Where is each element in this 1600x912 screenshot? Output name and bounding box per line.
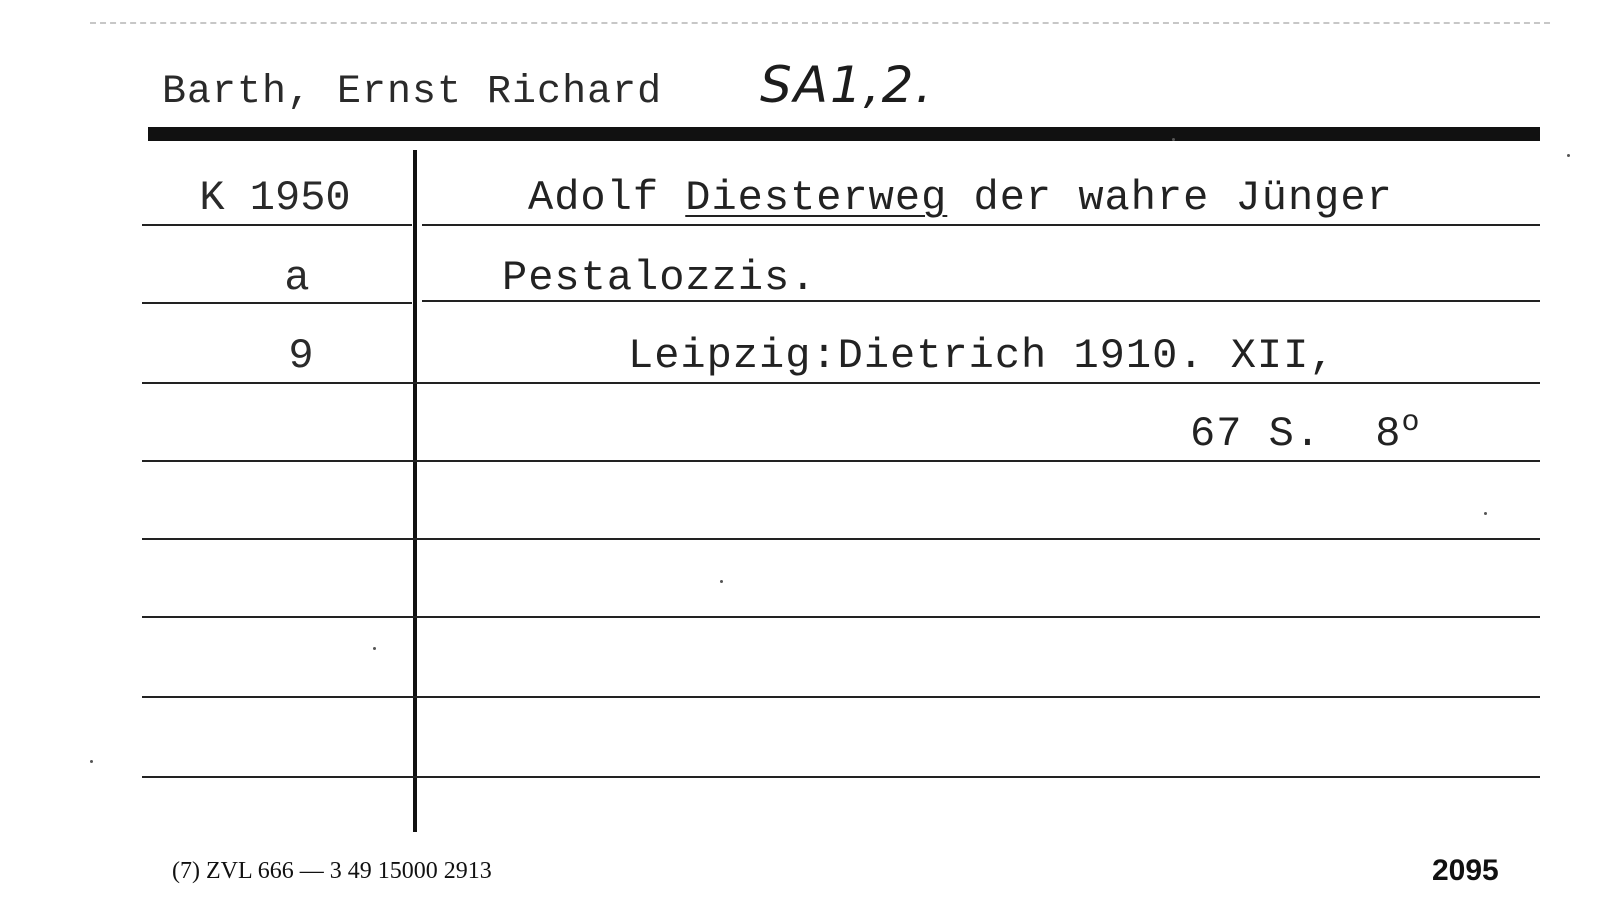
collation-format: 8$^o$ bbox=[1375, 406, 1421, 458]
header-rule bbox=[148, 127, 1540, 141]
scan-speck bbox=[720, 580, 723, 583]
ruled-line bbox=[142, 538, 1540, 540]
title-part-2: der wahre Jünger bbox=[973, 174, 1393, 222]
card-number: 2095 bbox=[1432, 854, 1499, 887]
ruled-line bbox=[142, 302, 412, 304]
ruled-line bbox=[142, 460, 1540, 462]
ruled-line bbox=[422, 224, 1540, 226]
print-code: (7) ZVL 666 — 3 49 15000 2913 bbox=[172, 858, 492, 884]
ruled-line bbox=[142, 224, 412, 226]
ruled-line bbox=[142, 696, 1540, 698]
column-divider bbox=[413, 150, 417, 832]
collation-line bbox=[1190, 406, 1420, 458]
collation-format-superscript: o bbox=[1401, 406, 1421, 440]
scan-speck bbox=[373, 647, 376, 650]
title-underlined-name: Diesterweg bbox=[685, 174, 948, 222]
top-dashed-edge bbox=[90, 22, 1550, 24]
scan-speck bbox=[1484, 512, 1487, 515]
ruled-line bbox=[142, 382, 1540, 384]
title-part-1: Adolf bbox=[528, 174, 660, 222]
scan-speck bbox=[1172, 138, 1175, 141]
handwritten-shelf-mark: SA1,2. bbox=[760, 56, 934, 114]
ruled-line bbox=[142, 776, 1540, 778]
call-number-line-1: K 1950 bbox=[199, 174, 351, 222]
title-line-1 bbox=[528, 174, 1393, 222]
ruled-line bbox=[142, 616, 1540, 618]
title-line-2: Pestalozzis. bbox=[502, 254, 817, 302]
scan-speck bbox=[1567, 154, 1570, 157]
call-number-line-2: a bbox=[284, 254, 310, 302]
scan-speck bbox=[90, 760, 93, 763]
author-name: Barth, Ernst Richard bbox=[162, 70, 663, 115]
collation-pages: 67 S. bbox=[1190, 410, 1322, 458]
call-number-line-3: 9 bbox=[288, 332, 314, 380]
imprint-line: Leipzig:Dietrich 1910. XII, bbox=[628, 332, 1336, 380]
